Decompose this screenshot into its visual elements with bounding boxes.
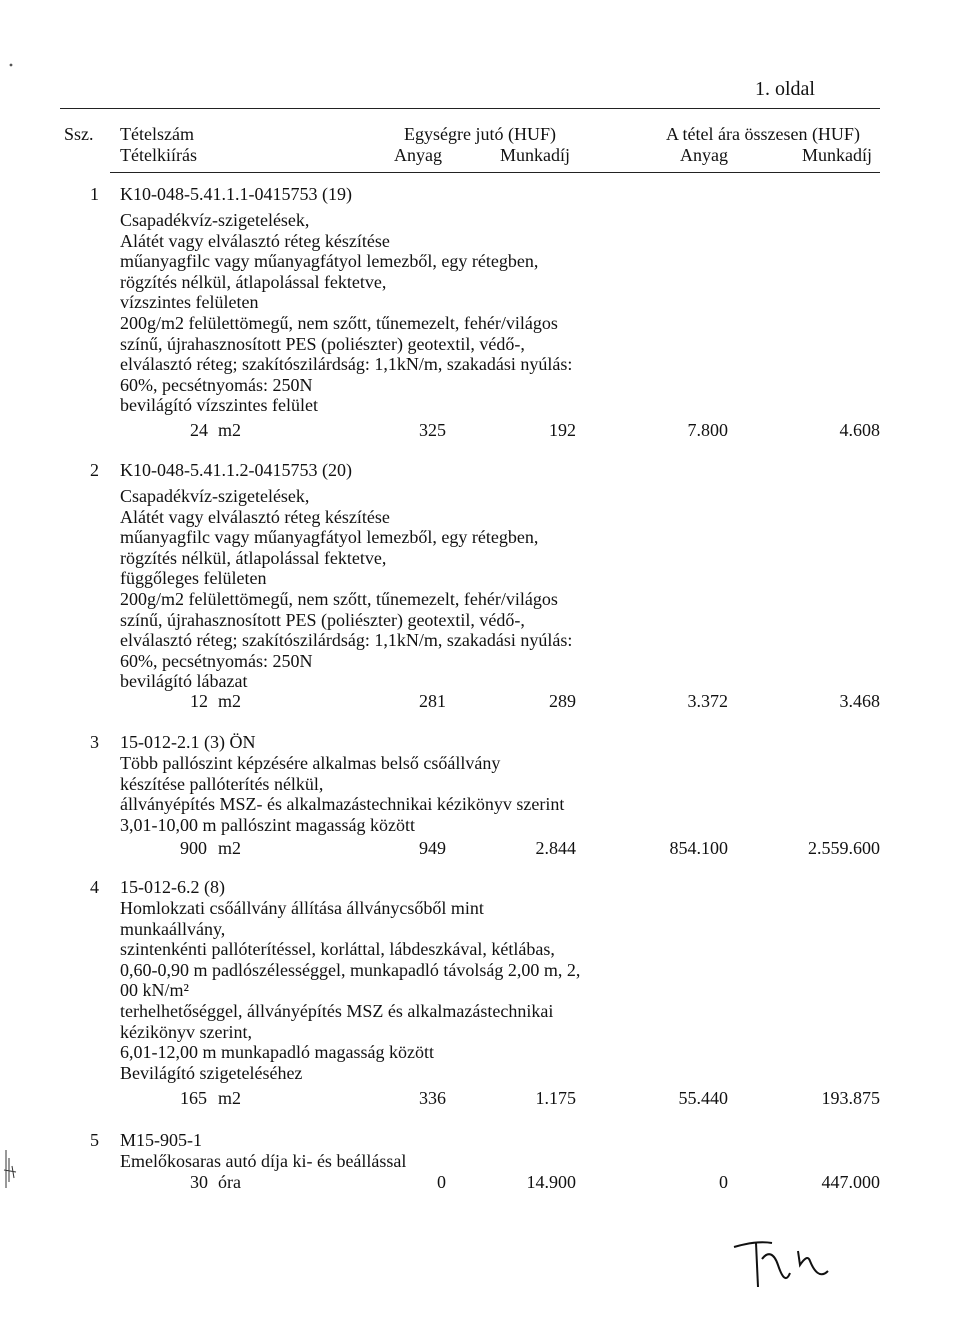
header-unit-price: Egységre jutó (HUF) <box>404 124 556 144</box>
item-unit-labor: 192 <box>549 420 576 440</box>
item-unit: m2 <box>218 420 242 440</box>
item-number: 5 <box>90 1130 99 1150</box>
item-unit-labor: 1.175 <box>535 1088 576 1108</box>
item-number: 2 <box>90 460 99 480</box>
item-number: 4 <box>90 877 99 897</box>
item-code: K10-048-5.41.1.1-0415753 (19) <box>120 184 352 204</box>
item-description: Csapadékvíz-szigetelések, Alátét vagy elválasztó réteg készítése műanyagfilc vagy műanyagfátyol lemezből, egy rétegben, rögzítés nélkül, átlapolással fektetve, függőleges felületen 200g/m2 felülettömegű, nem szőtt, tűnemezelt, fehér/világos színű, újrahasznosított PES (poliészter) geotextil, védő-, elválasztó réteg; szakítószilárdság: 1,1kN/m, szakadási nyúlás: 60%, pecsétnyomás: 250N bevilágító lábazat <box>120 486 573 692</box>
item-quantity: 24 <box>190 420 208 440</box>
item-description: Csapadékvíz-szigetelések, Alátét vagy elválasztó réteg készítése műanyagfilc vagy műanyagfátyol lemezből, egy rétegben, rögzítés nélkül, átlapolással fektetve, vízszintes felületen 200g/m2 felülettömegű, nem szőtt, tűnemezelt, fehér/világos színű, újrahasznosított PES (poliészter) geotextil, védő-, elválasztó réteg; szakítószilárdság: 1,1kN/m, szakadási nyúlás: 60%, pecsétnyomás: 250N bevilágító vízszintes felület <box>120 210 573 416</box>
item-unit: m2 <box>218 691 242 711</box>
item-code: M15-905-1 <box>120 1130 202 1150</box>
item-quantity: 165 <box>180 1088 207 1108</box>
item-code: K10-048-5.41.1.2-0415753 (20) <box>120 460 352 480</box>
header-top-rule <box>60 108 880 109</box>
item-total-material: 854.100 <box>669 838 728 858</box>
header-total-price: A tétel ára összesen (HUF) <box>666 124 860 144</box>
item-number: 3 <box>90 732 99 752</box>
header-unit-labor: Munkadíj <box>500 145 570 165</box>
item-unit: m2 <box>218 838 242 858</box>
item-total-labor: 447.000 <box>821 1172 880 1192</box>
scan-margin-marks <box>0 1148 20 1208</box>
item-unit-material: 325 <box>419 420 446 440</box>
item-unit-material: 0 <box>437 1172 446 1192</box>
item-total-material: 7.800 <box>687 420 728 440</box>
handwritten-signature <box>730 1225 850 1305</box>
item-description: Emelőkosaras autó díja ki- és beállással <box>120 1151 407 1171</box>
item-total-material: 0 <box>719 1172 728 1192</box>
item-description: Több pallószint képzésére alkalmas belső csőállvány készítése pallóterítés nélkül, állványépítés MSZ- és alkalmazástechnikai kézikönyv szerint 3,01-10,00 m pallószint magasság között <box>120 753 565 835</box>
item-unit-material: 336 <box>419 1088 446 1108</box>
item-unit-labor: 2.844 <box>535 838 576 858</box>
header-bottom-rule <box>110 172 880 173</box>
item-total-material: 3.372 <box>687 691 728 711</box>
item-quantity: 30 <box>190 1172 208 1192</box>
item-total-labor: 193.875 <box>821 1088 880 1108</box>
header-unit-material: Anyag <box>394 145 442 165</box>
item-total-labor: 2.559.600 <box>808 838 880 858</box>
header-tetelszam: Tételszám <box>120 124 194 144</box>
header-tetelkiiras: Tételkiírás <box>120 145 197 165</box>
item-unit-material: 949 <box>419 838 446 858</box>
item-unit-labor: 14.900 <box>526 1172 576 1192</box>
item-total-labor: 3.468 <box>839 691 880 711</box>
item-total-labor: 4.608 <box>839 420 880 440</box>
header-total-labor: Munkadíj <box>802 145 872 165</box>
item-unit: m2 <box>218 1088 242 1108</box>
item-total-material: 55.440 <box>678 1088 728 1108</box>
item-code: 15-012-6.2 (8) <box>120 877 225 897</box>
item-code: 15-012-2.1 (3) ÖN <box>120 732 256 752</box>
item-quantity: 900 <box>180 838 207 858</box>
item-quantity: 12 <box>190 691 208 711</box>
item-description: Homlokzati csőállvány állítása állványcsőből mint munkaállvány, szintenkénti pallóterítéssel, korláttal, lábdeszkával, kétlábas, 0,60-0,90 m padlószélességgel, munkapadló távolság 2,00 m, 2, 00 kN/m² terhelhetőséggel, állványépítés MSZ és alkalmazástechnikai kézikönyv szerint, 6,01-12,00 m munkapadló magasság között Bevilágító szigeteléséhez <box>120 898 581 1083</box>
item-number: 1 <box>90 184 99 204</box>
item-unit: óra <box>218 1172 241 1192</box>
page-number: 1. oldal <box>755 78 815 100</box>
item-unit-material: 281 <box>419 691 446 711</box>
header-total-material: Anyag <box>680 145 728 165</box>
item-unit-labor: 289 <box>549 691 576 711</box>
header-ssz: Ssz. <box>64 124 94 144</box>
scan-dot <box>8 62 14 68</box>
